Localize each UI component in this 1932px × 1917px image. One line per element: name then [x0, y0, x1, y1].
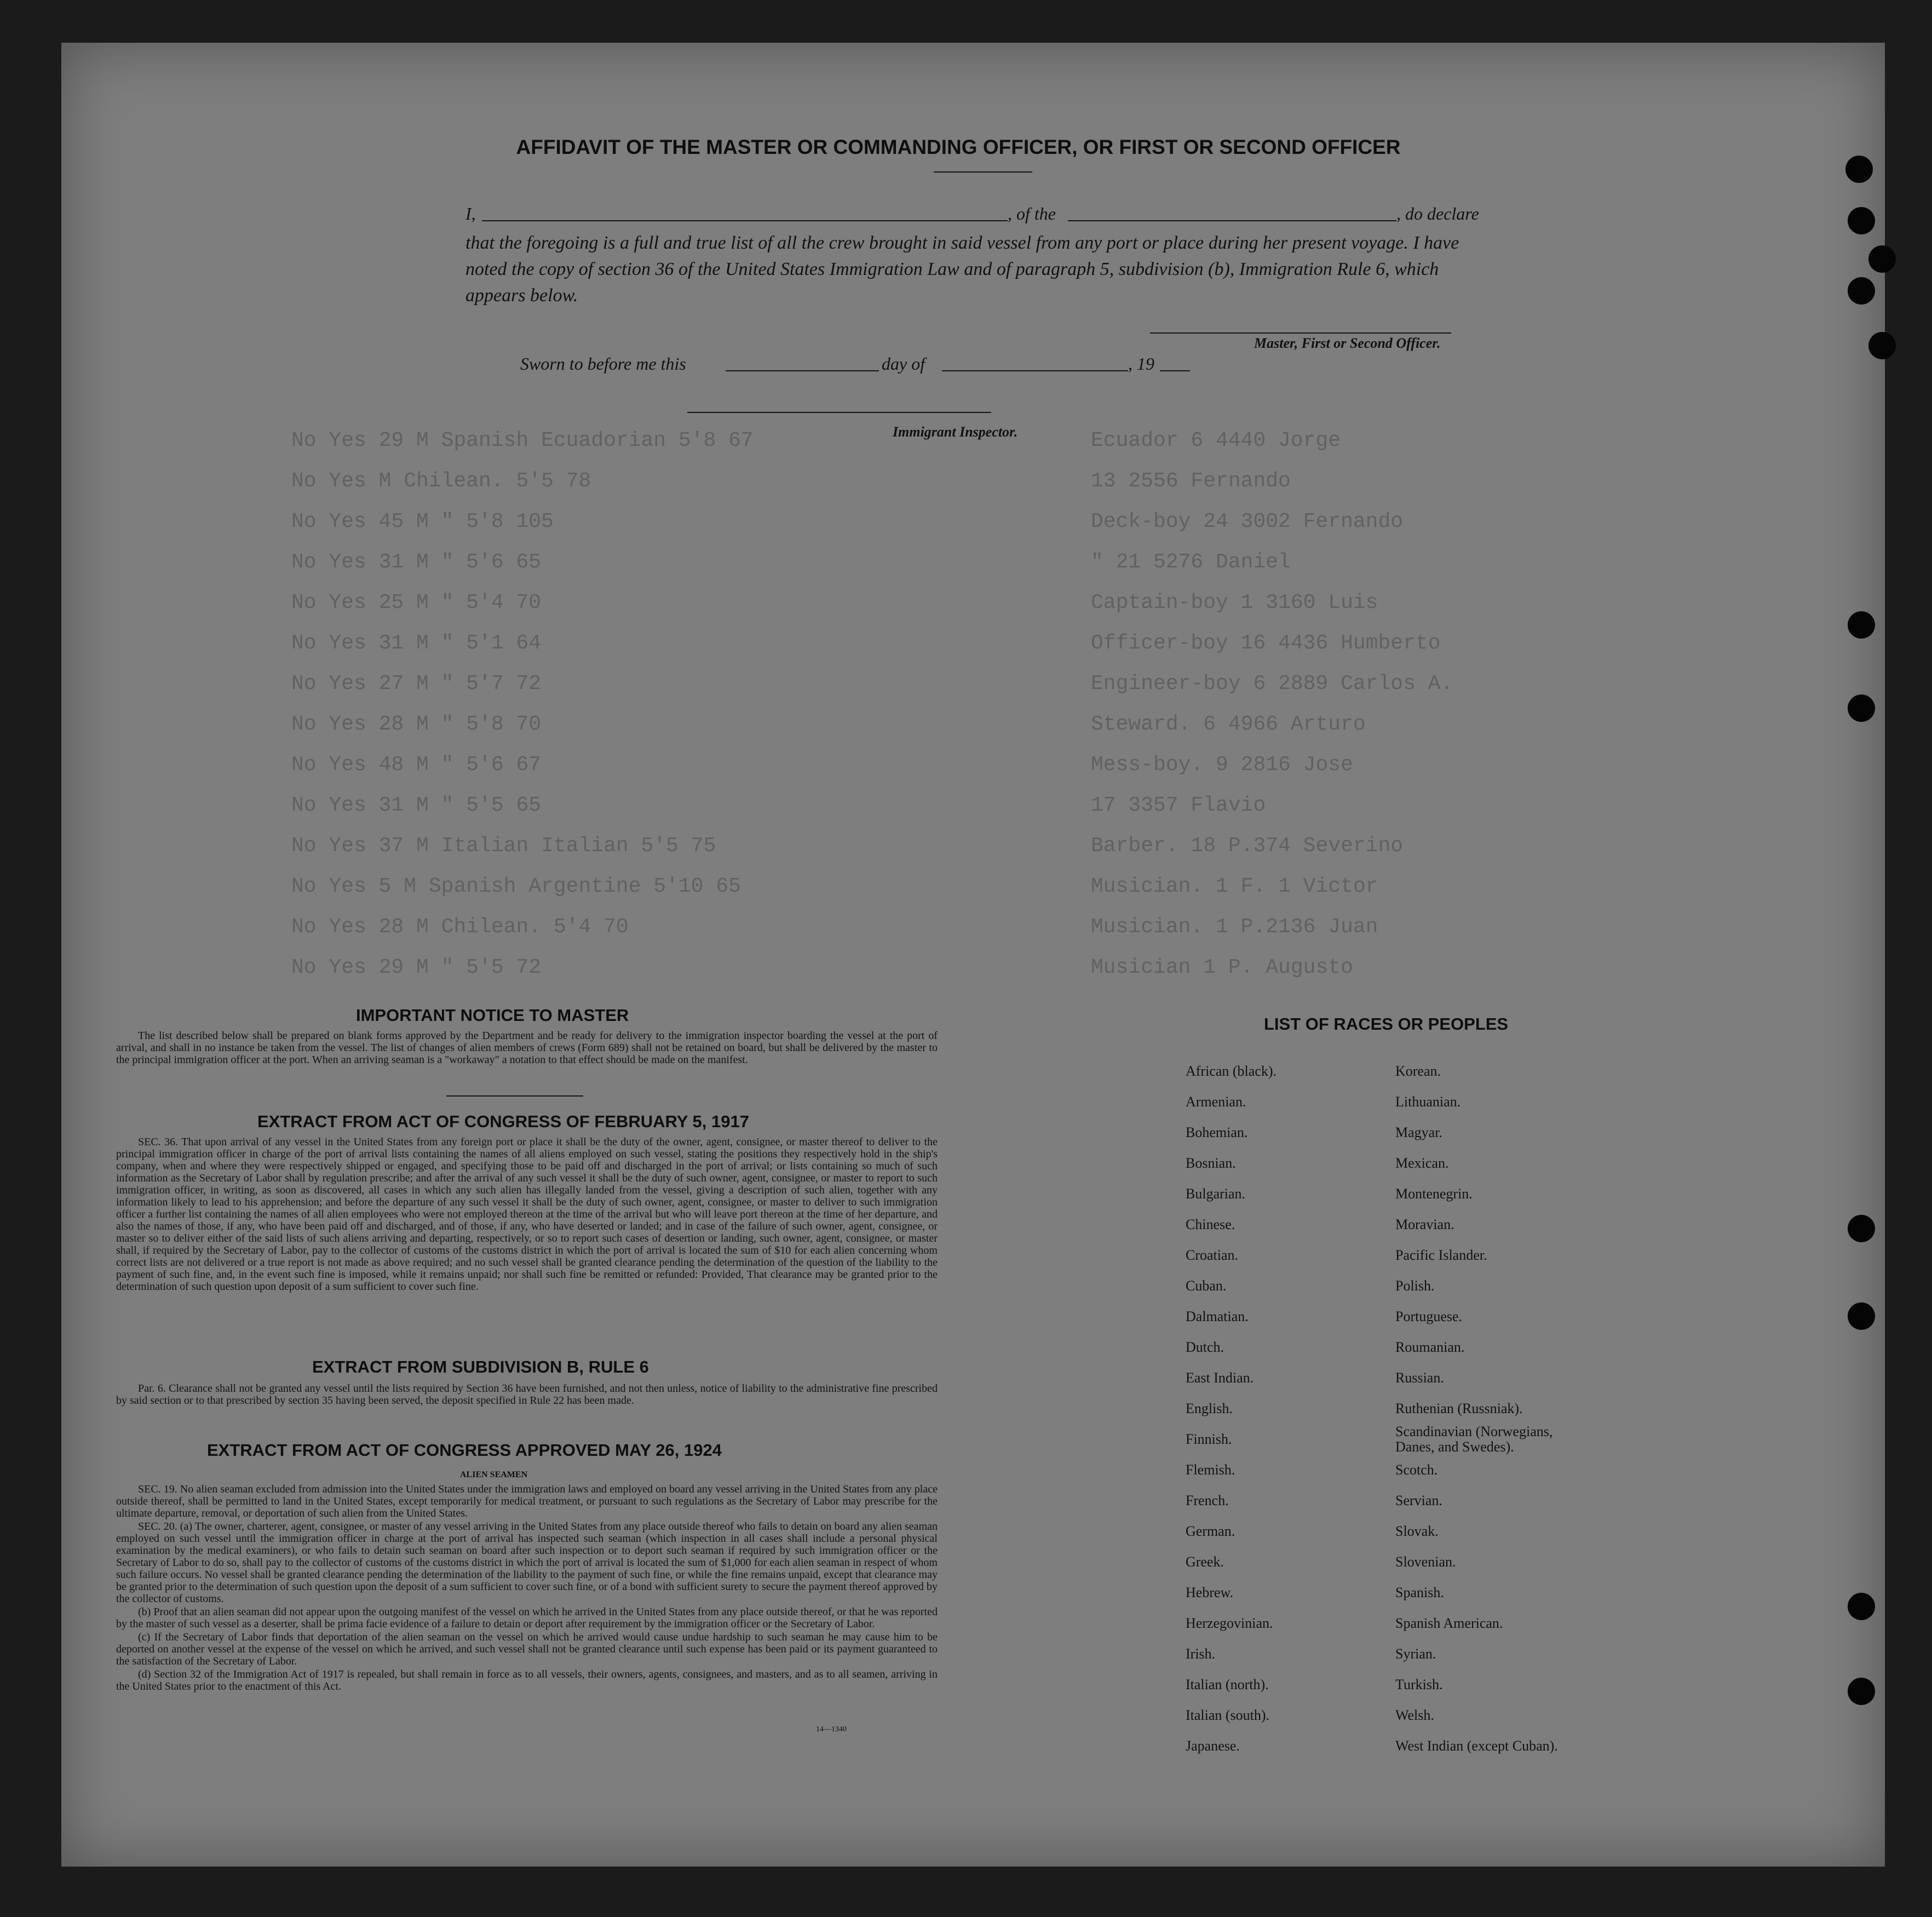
race-item: Turkish.	[1395, 1677, 1443, 1692]
race-item: English.	[1186, 1401, 1233, 1416]
binder-hole	[1848, 1215, 1875, 1242]
declarant-name-line	[482, 220, 1008, 221]
race-item: Dutch.	[1186, 1339, 1224, 1355]
notice-heading: IMPORTANT NOTICE TO MASTER	[356, 1006, 629, 1025]
race-item: Russian.	[1395, 1370, 1444, 1386]
declaration-of-the: , of the	[1008, 204, 1056, 223]
binder-hole	[1848, 277, 1875, 305]
notice-paragraph: The list described below shall be prepared on blank forms approved by the Department and be ready for delivery to the immigration inspector boarding the vessel at the port of arrival, and shall in no instance be taken from the vessel. The list of changes of alien members of crews (Form 689) shall not be retained on board, but shall be delivered by the master to the principal immigration officer at the port. When an arriving seaman is a "workaway" a notation to that effect should be made on the manifest.	[116, 1030, 938, 1066]
race-item: French.	[1186, 1493, 1229, 1508]
extract-1924-paragraph: SEC. 19. No alien seaman excluded from admission into the United States under the immigration laws and employed on board any vessel arriving in the United States from any place outside thereof, shall be permitted to land in the United States, except temporarily for medical treatment, or pursuant to such regulations as the Secretary of Labor may prescribe for the ultimate departure, removal, or deportation of such alien from the United States.	[116, 1483, 938, 1519]
inspector-signature-line	[687, 412, 991, 413]
sworn-day-line	[726, 370, 879, 371]
race-item: Finnish.	[1186, 1431, 1232, 1447]
extract-1917-paragraph: SEC. 36. That upon arrival of any vessel in the United States from any foreign port or place it shall be the duty of the owner, agent, consignee, or master thereof to deliver to the principal immigration officer in charge of the port of arrival lists containing the names of all aliens employed on such vessel, stating the positions they respectively hold in the ship's company, when and where they were respectively shipped or engaged, and specifying those to be paid off and discharged in the port of arrival; or lists containing so much of such information as the Secretary of Labor shall by regulation prescribe; and after the arrival of any such vessel it shall be the duty of such owner, agent, consignee, or master to report to such immigration officer, in writing, as soon as discovered, all cases in which any such alien has illegally landed from the vessel, giving a description of such alien, together with any information likely to lead to his apprehension; and before the departure of any such vessel it shall be the duty of such owner, agent, consignee, or master to deliver to such immigration officer a further list containing the names of all alien employees who were not employed thereon at the time of the arrival but who will leave port thereon at the time of her departure, and also the names of those, if any, who have been paid off and discharged, and of those, if any, who have deserted or landed; and in case of the failure of such owner, agent, consignee, or master so to deliver either of the said lists of such aliens arriving and departing, respectively, or so to report such cases of desertion or landing, such owner, agent, consignee, or master shall, if required by the Secretary of Labor, pay to the collector of customs of the customs district in which the port of arrival is located the sum of $10 for each alien concerning whom correct lists are not delivered or a true report is not made as above required; and no such vessel shall be granted clearance pending the determination of the question of the liability to the payment of such fine, and, in the event such fine is imposed, while it remains unpaid; nor shall such fine be remitted or refunded: Provided, That clearance may be granted prior to the determination of such question upon deposit of a sum sufficient to cover such fine.	[116, 1136, 938, 1293]
extract-1924-heading: EXTRACT FROM ACT OF CONGRESS APPROVED MAY 26, 1924	[207, 1440, 722, 1460]
inspector-label: Immigrant Inspector.	[893, 424, 1018, 440]
race-item: Herzegovinian.	[1186, 1615, 1273, 1631]
race-item: Hebrew.	[1186, 1585, 1234, 1600]
race-item: West Indian (except Cuban).	[1395, 1738, 1558, 1754]
affidavit-title: AFFIDAVIT OF THE MASTER OR COMMANDING OFFICER, OR FIRST OR SECOND OFFICER	[516, 136, 1401, 158]
signature-label: Master, First or Second Officer.	[1254, 335, 1441, 351]
extract-1917-text	[116, 1136, 938, 1294]
race-item: Japanese.	[1186, 1738, 1240, 1754]
binder-hole	[1848, 1593, 1875, 1620]
binder-hole	[1848, 695, 1875, 722]
extract-1924-paragraph: (d) Section 32 of the Immigration Act of 1917 is repealed, but shall remain in force as to all vessels, their owners, agents, consignees, and masters, and as to all seamen, arriving in the United States prior to the enactment of this Act.	[116, 1668, 938, 1692]
binder-hole	[1848, 611, 1875, 639]
race-item: Bohemian.	[1186, 1124, 1248, 1140]
race-item: Moravian.	[1395, 1216, 1454, 1232]
race-item: East Indian.	[1186, 1370, 1254, 1386]
extract-rule6-paragraph: Par. 6. Clearance shall not be granted any vessel until the lists required by Section 36 have been furnished, and not then unless, notice of liability to the administrative fine prescribed by said section or to that prescribed by section 35 having been served, the deposit specified in Rule 22 has been made.	[116, 1382, 938, 1407]
race-item: Italian (south).	[1186, 1707, 1270, 1723]
race-item: Ruthenian (Russniak).	[1395, 1401, 1523, 1416]
bleed-through-text: No Yes 29 M Spanish Ecuadorian 5'8 67 No Yes M Chilean. 5'5 78 No Yes 45 M " 5'8 105 No Yes 31 M " 5'6 65 No Yes 25 M " 5'4 70 No Yes 31 M " 5'1 64 No Yes 27 M " 5'7 72 No Yes 28 M " 5'8 70 No Yes 48 M " 5'6 67 No Yes 31 M " 5'5 65 No Yes 37 M Italian Italian 5'5 75 No Yes 5 M Spanish Argentine 5'10 65 No Yes 28 M Chilean. 5'4 70 No Yes 29 M " 5'5 72	[291, 429, 754, 979]
race-item: Irish.	[1186, 1646, 1216, 1662]
alien-seamen-subheading: ALIEN SEAMEN	[460, 1470, 528, 1479]
sworn-year-line	[1160, 370, 1190, 371]
race-item: Italian (north).	[1186, 1677, 1269, 1692]
declaration-body: that the foregoing is a full and true list of all the crew brought in said vessel from any port or place during her present voyage. I have noted the copy of section 36 of the United States Immigration Law and of paragraph 5, subdivision (b), Immigration Rule 6, which appears below.	[465, 233, 1459, 306]
race-item: Lithuanian.	[1395, 1094, 1461, 1110]
bleed-through-text-right: Ecuador 6 4440 Jorge 13 2556 Fernando Deck-boy 24 3002 Fernando " 21 5276 Daniel Captain-boy 1 3160 Luis Officer-boy 16 4436 Humberto Engineer-boy 6 2889 Carlos A. Steward. 6 4966 Arturo Mess-boy. 9 2816 Jose 17 3357 Flavio Barber. 18 P.374 Severino Musician. 1 F. 1 Victor Musician. 1 P.2136 Juan Musician 1 P. Augusto	[1091, 429, 1453, 979]
title-underline	[934, 171, 1032, 173]
extract-rule6-text	[116, 1382, 938, 1408]
vessel-name-line	[1068, 220, 1396, 221]
race-item: Montenegrin.	[1395, 1186, 1473, 1202]
extract-1924-paragraph: SEC. 20. (a) The owner, charterer, agent, consignee, or master of any vessel arriving in the United States from any place outside thereof who fails to detain on board any alien seaman employed on such vessel until the immigration officer in charge at the port of arrival has inspected such seaman (which inspection in all cases shall include a personal physical examination by the medical examiners), or who fails to detain such seaman on board after such inspection or to deport such seaman if required by such immigration officer or the Secretary of Labor to do so, shall pay to the collector of customs of the customs district in which the port of arrival is located the sum of $1,000 for each alien seaman in respect of whom such failure occurs. No vessel shall be granted clearance pending the determination of the liability to the payment of such fine, or while the fine remains unpaid, except that clearance may be granted prior to the determination of such question upon the deposit of a sum sufficient to cover such fine, or of a bond with sufficient surety to secure the payment thereof approved by the collector of customs.	[116, 1520, 938, 1605]
race-item: Roumanian.	[1395, 1339, 1465, 1355]
race-item: Pacific Islander.	[1395, 1247, 1487, 1263]
race-item: Flemish.	[1186, 1462, 1235, 1478]
binder-hole	[1868, 332, 1896, 359]
sworn-before-label: Sworn to before me this	[520, 354, 686, 374]
divider	[446, 1095, 583, 1097]
race-item: Polish.	[1395, 1278, 1435, 1294]
race-item: Dalmatian.	[1186, 1308, 1249, 1324]
races-heading: LIST OF RACES OR PEOPLES	[1264, 1014, 1509, 1034]
binder-hole	[1848, 1302, 1875, 1330]
race-item: Cuban.	[1186, 1278, 1227, 1294]
race-item: Korean.	[1395, 1063, 1441, 1079]
race-item: Spanish.	[1395, 1585, 1444, 1600]
binder-hole	[1868, 245, 1896, 273]
extract-1924-paragraph: (c) If the Secretary of Labor finds that deportation of the alien seaman on the vessel on which he arrived would cause undue hardship to such seaman he may cause him to be deported on another vessel at the expense of the vessel on which he arrived, and such vessel shall not be granted clearance until such expense has been paid or its payment guaranteed to the satisfaction of the Secretary of Labor.	[116, 1631, 938, 1667]
declaration-do-declare: , do declare	[1396, 204, 1479, 223]
binder-hole	[1848, 1678, 1875, 1705]
race-item: Portuguese.	[1395, 1308, 1463, 1324]
race-item: Chinese.	[1186, 1216, 1235, 1232]
race-item: Welsh.	[1395, 1707, 1434, 1723]
race-item: African (black).	[1186, 1063, 1277, 1079]
binder-hole	[1848, 207, 1875, 234]
extract-rule6-heading: EXTRACT FROM SUBDIVISION B, RULE 6	[312, 1357, 649, 1376]
race-item: Armenian.	[1186, 1094, 1246, 1110]
race-item: Scandinavian (Norwegians, Danes, and Swedes).	[1395, 1424, 1553, 1455]
race-item: Syrian.	[1395, 1646, 1436, 1662]
sworn-year-label: , 19	[1128, 354, 1154, 374]
race-item: German.	[1186, 1523, 1235, 1539]
extract-1924-paragraph: (b) Proof that an alien seaman did not appear upon the outgoing manifest of the vessel on which he arrived in the United States from any place outside thereof, or that he was reported by the master of such vessel as a deserter, shall be prima facie evidence of a failure to detain or deport after requirement by the immigration officer or the Secretary of Labor.	[116, 1606, 938, 1630]
extract-1917-heading: EXTRACT FROM ACT OF CONGRESS OF FEBRUARY 5, 1917	[257, 1112, 749, 1131]
signature-line	[1150, 332, 1451, 334]
race-item: Servian.	[1395, 1493, 1442, 1508]
sworn-month-line	[942, 370, 1128, 371]
race-item: Croatian.	[1186, 1247, 1239, 1263]
notice-text	[116, 1030, 938, 1067]
race-item: Slovenian.	[1395, 1554, 1456, 1570]
binder-hole	[1845, 156, 1873, 183]
races-left-column	[1186, 1056, 1277, 1761]
extract-1924-text	[116, 1483, 938, 1694]
race-item: Slovak.	[1395, 1523, 1439, 1539]
race-item: Bosnian.	[1186, 1155, 1236, 1171]
form-number: 14—1340	[816, 1725, 847, 1734]
declaration-i: I,	[465, 204, 476, 223]
race-item: Greek.	[1186, 1554, 1224, 1570]
race-item: Spanish American.	[1395, 1615, 1503, 1631]
race-item: Scotch.	[1395, 1462, 1438, 1478]
sworn-day-of-label: day of	[882, 354, 925, 374]
races-right-column	[1395, 1056, 1582, 1761]
race-item: Mexican.	[1395, 1155, 1449, 1171]
race-item: Bulgarian.	[1186, 1186, 1246, 1202]
race-item: Magyar.	[1395, 1124, 1442, 1140]
